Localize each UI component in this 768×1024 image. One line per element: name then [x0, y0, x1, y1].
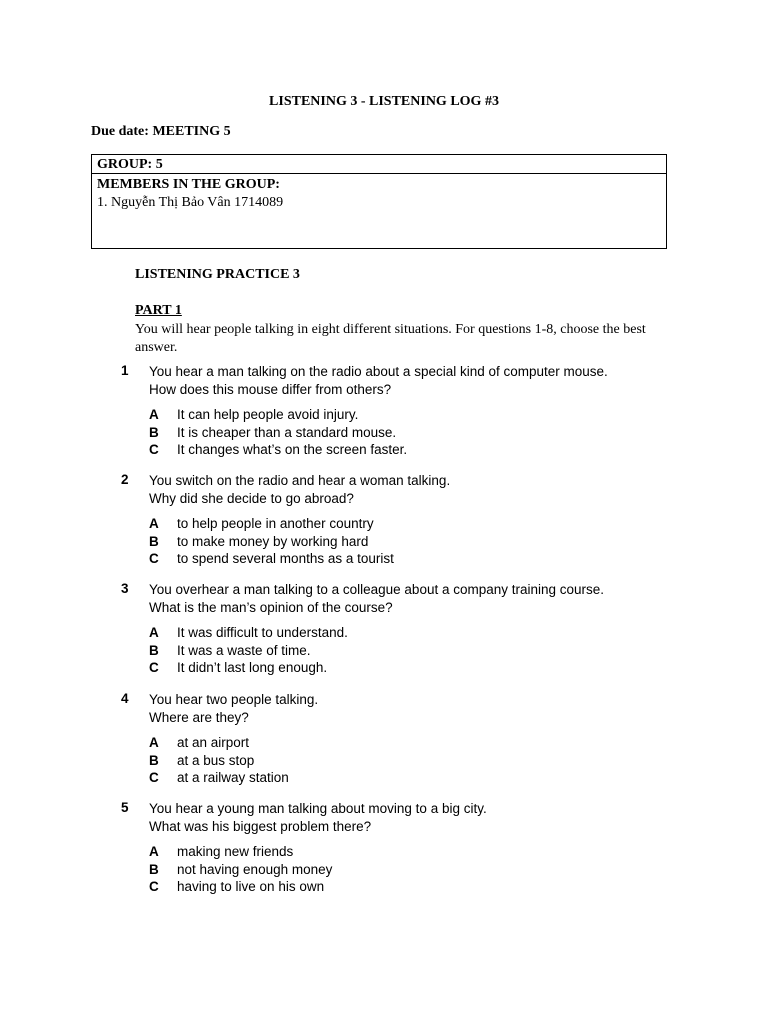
- question-text: [149, 472, 641, 508]
- question-number: 2: [121, 472, 129, 487]
- answer-option-b[interactable]: [149, 752, 641, 770]
- option-text: to help people in another country: [177, 516, 374, 531]
- question-5: [121, 800, 641, 896]
- option-text: It was a waste of time.: [177, 642, 311, 658]
- answer-option-b[interactable]: [149, 642, 641, 660]
- question-3: [121, 581, 641, 677]
- answer-option-c[interactable]: [149, 659, 641, 677]
- option-letter: B: [149, 424, 159, 440]
- question-text: [149, 363, 641, 399]
- option-letter: B: [149, 642, 159, 658]
- question-text: [149, 581, 641, 617]
- answer-option-b[interactable]: [149, 533, 641, 551]
- answer-option-a[interactable]: [149, 734, 641, 752]
- option-text: It changes what’s on the screen faster.: [177, 442, 408, 457]
- question-line: You hear a man talking on the radio about a special kind of computer mouse.: [149, 364, 608, 379]
- option-text: at a bus stop: [177, 752, 255, 768]
- answer-option-c[interactable]: [149, 550, 641, 568]
- part-title: PART 1: [135, 303, 182, 318]
- option-letter: C: [149, 660, 159, 675]
- answer-options: [149, 624, 641, 677]
- answer-option-a[interactable]: [149, 843, 641, 861]
- question-line: What is the man’s opinion of the course?: [149, 600, 393, 615]
- question-line: What was his biggest problem there?: [149, 819, 372, 834]
- question-1: [121, 363, 641, 459]
- answer-options: [149, 734, 641, 787]
- option-letter: B: [149, 752, 159, 768]
- due-date-label: Due date:: [91, 124, 149, 139]
- option-letter: A: [149, 844, 159, 859]
- question-line: Where are they?: [149, 710, 249, 725]
- option-letter: A: [149, 407, 159, 422]
- option-letter: A: [149, 625, 159, 640]
- question-2: [121, 472, 641, 568]
- question-number: 4: [121, 691, 129, 706]
- option-letter: C: [149, 770, 159, 785]
- option-letter: B: [149, 533, 159, 549]
- option-letter: C: [149, 551, 159, 566]
- question-number: 5: [121, 800, 129, 815]
- question-number: 1: [121, 363, 129, 378]
- option-text: at a railway station: [177, 770, 289, 785]
- answer-options: [149, 515, 641, 568]
- practice-title: LISTENING PRACTICE 3: [135, 267, 300, 282]
- member-entry: 1. Nguyễn Thị Bảo Vân 1714089: [97, 195, 284, 210]
- option-text: It can help people avoid injury.: [177, 407, 359, 422]
- option-letter: A: [149, 516, 159, 531]
- option-letter: C: [149, 442, 159, 457]
- question-line: How does this mouse differ from others?: [149, 382, 392, 397]
- option-letter: C: [149, 879, 159, 894]
- option-letter: B: [149, 861, 159, 877]
- question-text: [149, 691, 641, 727]
- question-line: You switch on the radio and hear a woman talking.: [149, 473, 451, 488]
- group-table: [91, 154, 667, 249]
- answer-option-a[interactable]: [149, 624, 641, 642]
- answer-options: [149, 843, 641, 896]
- question-text: [149, 800, 641, 836]
- option-letter: A: [149, 735, 159, 750]
- instructions: You will hear people talking in eight different situations. For questions 1-8, choose the best answer.: [135, 322, 646, 355]
- question-line: You hear two people talking.: [149, 692, 319, 707]
- option-text: It is cheaper than a standard mouse.: [177, 424, 397, 440]
- option-text: at an airport: [177, 735, 250, 750]
- answer-option-c[interactable]: [149, 441, 641, 459]
- members-cell: [92, 174, 666, 212]
- answer-options: [149, 406, 641, 459]
- answer-option-a[interactable]: [149, 406, 641, 424]
- document-title: LISTENING 3 - LISTENING LOG #3: [269, 94, 499, 109]
- members-heading: MEMBERS IN THE GROUP:: [97, 177, 280, 192]
- option-text: to make money by working hard: [177, 533, 369, 549]
- question-line: You overhear a man talking to a colleague about a company training course.: [149, 582, 605, 597]
- group-number: GROUP: 5: [92, 155, 666, 174]
- answer-option-b[interactable]: [149, 861, 641, 879]
- option-text: not having enough money: [177, 861, 333, 877]
- option-text: having to live on his own: [177, 879, 325, 894]
- option-text: making new friends: [177, 844, 294, 859]
- due-date-line: [91, 124, 231, 140]
- answer-option-c[interactable]: [149, 769, 641, 787]
- answer-option-b[interactable]: [149, 424, 641, 442]
- due-date-value: MEETING 5: [152, 124, 231, 139]
- option-text: It was difficult to understand.: [177, 625, 348, 640]
- question-line: You hear a young man talking about moving to a big city.: [149, 801, 487, 816]
- answer-option-a[interactable]: [149, 515, 641, 533]
- question-number: 3: [121, 581, 129, 596]
- answer-option-c[interactable]: [149, 878, 641, 896]
- question-4: [121, 691, 641, 787]
- option-text: to spend several months as a tourist: [177, 551, 394, 566]
- question-line: Why did she decide to go abroad?: [149, 491, 354, 506]
- option-text: It didn’t last long enough.: [177, 660, 328, 675]
